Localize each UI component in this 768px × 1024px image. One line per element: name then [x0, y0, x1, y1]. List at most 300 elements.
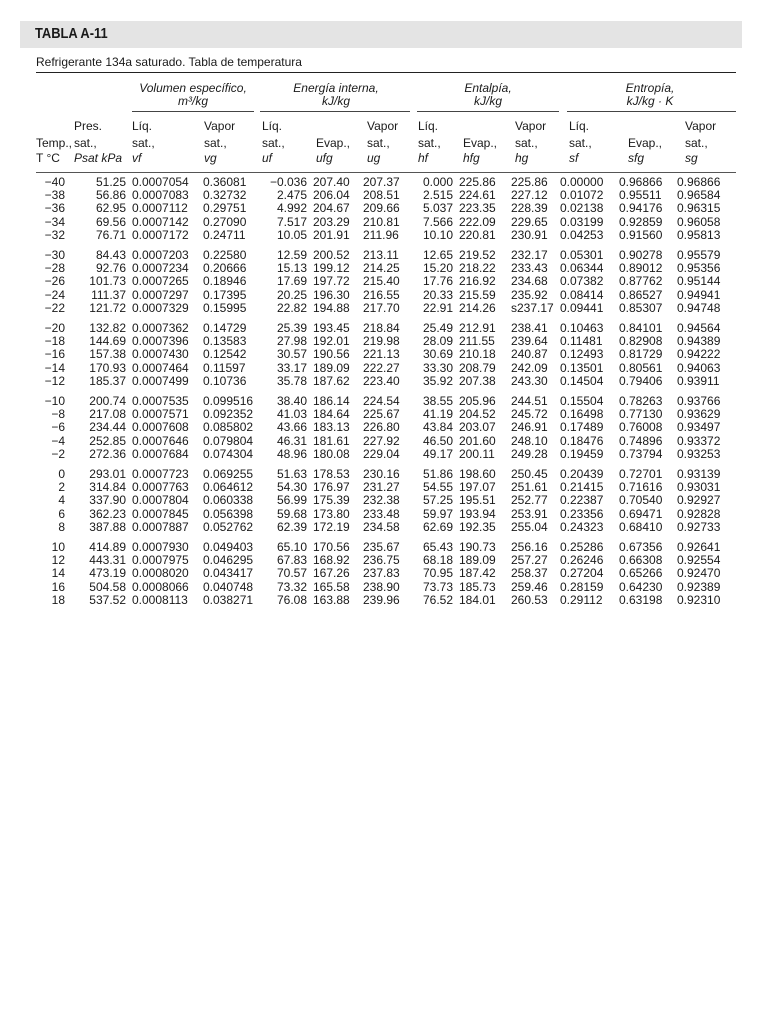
table-cell: 185.73 — [459, 579, 496, 594]
table-cell: 0.96058 — [677, 214, 721, 229]
table-cell: 0.92641 — [677, 540, 721, 555]
group-entalpia-rule — [417, 111, 559, 112]
column-header-7-line1: Vapor — [367, 119, 399, 133]
table-cell: 51.25 — [95, 175, 126, 189]
table-cell: −34 — [44, 214, 65, 229]
table-cell: 0.80561 — [619, 360, 663, 375]
table-cell: 0.89012 — [619, 261, 663, 276]
table-cell: 184.64 — [313, 407, 350, 422]
table-cell: 200.11 — [459, 446, 495, 461]
table-cell: 170.56 — [313, 540, 350, 555]
table-cell: 0.94941 — [677, 287, 721, 302]
table-cell: 0.0007083 — [132, 188, 189, 203]
table-cell: 214.26 — [459, 300, 496, 315]
table-cell: 234.44 — [89, 420, 126, 435]
column-header-2-line1: Pres. — [74, 119, 103, 133]
column-header-13-line3: sg — [685, 151, 698, 165]
table-cell: 245.72 — [511, 407, 548, 422]
table-cell: 0.0007723 — [132, 467, 189, 482]
table-cell: 170.93 — [89, 360, 126, 375]
table-cell: 10 — [51, 540, 65, 555]
table-cell: 0.81729 — [619, 347, 663, 362]
table-cell: 244.51 — [511, 394, 548, 409]
table-cell: 0.67356 — [619, 540, 663, 555]
table-cell: −4 — [51, 433, 65, 448]
table-cell: 12.65 — [422, 248, 453, 263]
table-cell: 229.04 — [363, 446, 400, 461]
table-cell: 181.61 — [313, 433, 350, 448]
table-cell: 76.71 — [95, 227, 126, 242]
column-header-4-line1: Vapor — [204, 119, 236, 133]
table-cell: 0.0007571 — [132, 407, 189, 422]
table-cell: 216.92 — [459, 274, 496, 289]
table-cell: 62.69 — [422, 519, 453, 534]
table-cell: 0.15995 — [203, 300, 247, 315]
table-cell: 204.52 — [459, 407, 496, 422]
column-header-3-line2: sat., — [132, 136, 155, 150]
table-cell: 235.67 — [363, 540, 400, 555]
table-cell: −14 — [44, 360, 65, 375]
table-cell: 194.88 — [313, 300, 350, 315]
table-row — [36, 216, 736, 229]
table-cell: 0.36081 — [203, 175, 247, 189]
table-cell: 183.13 — [313, 420, 350, 435]
column-header-6-line2: Evap., — [316, 136, 351, 150]
table-row — [36, 581, 736, 594]
table-row — [36, 435, 736, 448]
column-header-12-line3: sfg — [628, 151, 645, 165]
table-cell: −16 — [44, 347, 65, 362]
table-cell: 0.22580 — [203, 248, 247, 263]
table-cell: 68.18 — [422, 553, 453, 568]
table-cell: 0.27204 — [560, 566, 604, 581]
table-cell: 253.91 — [511, 506, 548, 521]
table-cell: 46.50 — [422, 433, 453, 448]
table-cell: 189.09 — [313, 360, 350, 375]
table-cell: 0.76008 — [619, 420, 663, 435]
table-cell: 67.83 — [276, 553, 307, 568]
table-cell: 222.09 — [459, 214, 496, 229]
table-cell: 0.18946 — [203, 274, 247, 289]
table-cell: 0.63198 — [619, 592, 663, 607]
group-volumen-line1: Volumen específico, — [139, 81, 247, 95]
table-cell: 56.99 — [276, 493, 307, 508]
table-cell: 15.20 — [422, 261, 453, 276]
table-cell: −12 — [44, 373, 65, 388]
column-header-13-line2: sat., — [685, 136, 708, 150]
column-header-8-line2: sat., — [418, 136, 441, 150]
table-cell: 212.91 — [459, 321, 496, 336]
table-cell: 54.30 — [276, 480, 307, 495]
table-cell: 225.86 — [459, 175, 496, 189]
table-cell: 0.96866 — [619, 175, 663, 189]
table-cell: 0.0007845 — [132, 506, 189, 521]
table-cell: 219.98 — [363, 334, 400, 349]
table-cell: 207.40 — [313, 175, 350, 189]
table-cell: 233.43 — [511, 261, 548, 276]
column-header-10-line3: hg — [515, 151, 529, 165]
table-cell: 101.73 — [89, 274, 126, 289]
table-cell: 8 — [58, 519, 65, 534]
column-header-3-line3: vf — [132, 151, 142, 165]
table-cell: 0.92859 — [619, 214, 663, 229]
table-cell: 0.93031 — [677, 480, 721, 495]
column-header-7-line3: ug — [367, 151, 381, 165]
table-cell: 0.85307 — [619, 300, 663, 315]
table-row — [36, 375, 736, 388]
table-cell: 231.27 — [363, 480, 400, 495]
table-cell: 41.03 — [276, 407, 307, 422]
column-header-3-line1: Líq. — [132, 119, 153, 133]
table-cell: 73.32 — [276, 579, 307, 594]
group-volumen-rule — [132, 111, 254, 112]
table-cell: 0.95511 — [619, 188, 662, 203]
table-cell: 259.46 — [511, 579, 548, 594]
table-cell: 0.056398 — [203, 506, 254, 521]
column-header-5-line1: Líq. — [262, 119, 283, 133]
table-cell: 195.51 — [459, 493, 496, 508]
table-cell: 0.26246 — [560, 553, 604, 568]
table-cell: 199.12 — [313, 261, 350, 276]
table-row — [36, 567, 736, 580]
table-cell: 30.57 — [276, 347, 307, 362]
table-cell: 0.0007234 — [132, 261, 189, 276]
table-cell: 236.75 — [363, 553, 400, 568]
table-subtitle: Refrigerante 134a saturado. Tabla de temperatura — [36, 55, 302, 69]
group-energia — [262, 82, 410, 108]
column-header-5-line3: uf — [262, 151, 273, 165]
table-cell: 187.62 — [313, 373, 350, 388]
table-cell: 12 — [51, 553, 65, 568]
table-cell: 165.58 — [313, 579, 350, 594]
table-cell: 224.54 — [363, 394, 400, 409]
table-cell: 230.91 — [511, 227, 548, 242]
table-cell: 0.65266 — [619, 566, 663, 581]
table-cell: 0.0007297 — [132, 287, 189, 302]
table-cell: 204.67 — [313, 201, 350, 216]
column-header-4-line2: sat., — [204, 136, 227, 150]
table-cell: 0.099516 — [203, 394, 254, 409]
column-header-7-line2: sat., — [367, 136, 390, 150]
table-cell: 232.38 — [363, 493, 400, 508]
table-cell: 0.94063 — [677, 360, 721, 375]
table-cell: 189.09 — [459, 553, 496, 568]
table-cell: 0.0007499 — [132, 373, 189, 388]
table-cell: 0.0007975 — [132, 553, 189, 568]
table-cell: 214.25 — [363, 261, 400, 276]
table-cell: 227.12 — [511, 188, 548, 203]
table-cell: 0.0007265 — [132, 274, 189, 289]
table-cell: 225.86 — [511, 175, 548, 189]
table-cell: 35.92 — [422, 373, 453, 388]
table-cell: 0.90278 — [619, 248, 663, 263]
table-cell: 73.73 — [422, 579, 453, 594]
table-cell: 0.03199 — [560, 214, 604, 229]
table-cell: 5.037 — [422, 201, 453, 216]
table-cell: 0.96584 — [677, 188, 721, 203]
table-cell: 14 — [51, 566, 65, 581]
table-cell: 0.13501 — [560, 360, 604, 375]
table-cell: 0.11597 — [203, 360, 246, 375]
table-row — [36, 448, 736, 461]
table-cell: 0.95144 — [677, 274, 721, 289]
table-cell: 0.049403 — [203, 540, 254, 555]
column-header-10-line1: Vapor — [515, 119, 547, 133]
table-cell: 51.86 — [422, 467, 453, 482]
table-cell: 240.87 — [511, 347, 548, 362]
table-cell: 215.59 — [459, 287, 496, 302]
table-cell: 0.038271 — [203, 592, 254, 607]
table-cell: 200.74 — [89, 394, 126, 409]
table-cell: 33.17 — [276, 360, 307, 375]
table-cell: 0.18476 — [560, 433, 604, 448]
table-cell: 0.17489 — [560, 420, 604, 435]
table-row — [36, 508, 736, 521]
table-cell: 256.16 — [511, 540, 548, 555]
table-cell: 201.60 — [459, 433, 496, 448]
table-cell: 272.36 — [89, 446, 126, 461]
table-cell: 15.13 — [276, 261, 307, 276]
table-cell: −6 — [51, 420, 65, 435]
table-cell: 0.000 — [422, 175, 453, 189]
table-cell: 43.84 — [422, 420, 453, 435]
table-cell: 211.96 — [363, 227, 399, 242]
table-row — [36, 421, 736, 434]
table-cell: 192.35 — [459, 519, 496, 534]
table-cell: −8 — [51, 407, 65, 422]
table-cell: 213.11 — [363, 248, 399, 263]
table-cell: 473.19 — [89, 566, 126, 581]
table-cell: 6 — [58, 506, 65, 521]
column-header-2-line2: sat., — [74, 136, 97, 150]
table-cell: −0.036 — [269, 175, 307, 189]
table-cell: 0.0007142 — [132, 214, 189, 229]
table-cell: 0.84101 — [619, 321, 663, 336]
table-cell: −10 — [44, 394, 65, 409]
table-cell: 0.70540 — [619, 493, 663, 508]
table-row — [36, 302, 736, 315]
table-cell: 0.15504 — [560, 394, 604, 409]
table-cell: 176.97 — [313, 480, 350, 495]
table-cell: −36 — [44, 201, 65, 216]
table-cell: 201.91 — [313, 227, 350, 242]
table-cell: 59.68 — [276, 506, 307, 521]
table-cell: 250.45 — [511, 467, 548, 482]
table-cell: 0.0007203 — [132, 248, 189, 263]
table-cell: 190.56 — [313, 347, 350, 362]
table-cell: 0.95579 — [677, 248, 721, 263]
table-cell: 175.39 — [313, 493, 350, 508]
table-cell: 184.01 — [459, 592, 496, 607]
table-cell: 2.515 — [422, 188, 453, 203]
table-cell: −2 — [51, 446, 65, 461]
table-row — [36, 362, 736, 375]
table-cell: 157.38 — [89, 347, 126, 362]
table-cell: 0.10463 — [560, 321, 604, 336]
table-cell: 180.08 — [313, 446, 350, 461]
table-cell: 56.86 — [95, 188, 126, 203]
table-cell: 314.84 — [89, 480, 126, 495]
table-cell: 28.09 — [422, 334, 453, 349]
table-cell: 228.39 — [511, 201, 548, 216]
table-cell: 20.33 — [422, 287, 453, 302]
table-cell: 7.517 — [276, 214, 307, 229]
table-cell: 0.73794 — [619, 446, 663, 461]
table-cell: 0.092352 — [203, 407, 254, 422]
table-cell: 17.76 — [422, 274, 453, 289]
table-cell: 220.81 — [459, 227, 496, 242]
table-cell: 0.043417 — [203, 566, 254, 581]
table-row — [36, 289, 736, 302]
table-cell: 0.93629 — [677, 407, 721, 422]
table-cell: 0.94222 — [677, 347, 721, 362]
table-cell: 252.85 — [89, 433, 126, 448]
table-cell: 25.49 — [422, 321, 453, 336]
table-cell: 193.45 — [313, 321, 350, 336]
table-cell: 92.76 — [95, 261, 126, 276]
table-cell: 27.98 — [276, 334, 307, 349]
table-cell: 218.84 — [363, 321, 400, 336]
table-cell: 0.32732 — [203, 188, 247, 203]
table-cell: 185.37 — [89, 373, 126, 388]
group-volumen — [134, 82, 252, 108]
table-cell: 218.22 — [459, 261, 496, 276]
table-cell: 246.91 — [511, 420, 548, 435]
column-header-2-line3: Psat kPa — [74, 151, 123, 165]
table-cell: 57.25 — [422, 493, 453, 508]
table-cell: 187.42 — [459, 566, 496, 581]
table-cell: 0.94564 — [677, 321, 721, 336]
table-cell: 0.71616 — [619, 480, 663, 495]
table-cell: 0.0007362 — [132, 321, 189, 336]
table-cell: −40 — [44, 175, 65, 189]
group-entalpia — [418, 82, 558, 108]
table-cell: 207.37 — [363, 175, 400, 189]
table-cell: 2 — [58, 480, 65, 495]
table-cell: 0.11481 — [560, 334, 603, 349]
table-cell: 443.31 — [89, 553, 126, 568]
table-cell: 0.93372 — [677, 433, 721, 448]
column-header-9-line2: Evap., — [463, 136, 498, 150]
table-cell: 186.14 — [313, 394, 350, 409]
table-cell: 223.40 — [363, 373, 400, 388]
table-cell: 0.064612 — [203, 480, 254, 495]
table-cell: 0.060338 — [203, 493, 254, 508]
table-cell: 0.01072 — [560, 188, 604, 203]
table-cell: 255.04 — [511, 519, 548, 534]
table-row — [36, 229, 736, 242]
table-cell: 0.95813 — [677, 227, 721, 242]
table-cell: 293.01 — [89, 467, 126, 482]
table-cell: 0.085802 — [203, 420, 254, 435]
table-cell: −38 — [44, 188, 65, 203]
table-cell: 0.22387 — [560, 493, 604, 508]
table-cell: 70.57 — [276, 566, 307, 581]
table-cell: 238.41 — [511, 321, 548, 336]
table-cell: 362.23 — [89, 506, 126, 521]
table-cell: 414.89 — [89, 540, 126, 555]
table-cell: 62.95 — [95, 201, 126, 216]
table-cell: 0.68410 — [619, 519, 663, 534]
table-cell: 65.43 — [422, 540, 453, 555]
table-cell: 0.0007464 — [132, 360, 189, 375]
table-cell: 0.0008020 — [132, 566, 189, 581]
table-cell: 0.96315 — [677, 201, 721, 216]
table-cell: 238.90 — [363, 579, 400, 594]
table-cell: 537.52 — [89, 592, 126, 607]
table-cell: 223.35 — [459, 201, 496, 216]
table-cell: 0.95356 — [677, 261, 721, 276]
table-cell: 0.10736 — [203, 373, 247, 388]
table-cell: 0.27090 — [203, 214, 247, 229]
group-entalpia-line1: Entalpía, — [464, 81, 512, 95]
column-header-11-line2: sat., — [569, 136, 592, 150]
table-cell: 243.30 — [511, 373, 548, 388]
table-cell: 168.92 — [313, 553, 350, 568]
table-cell: 76.08 — [276, 592, 307, 607]
table-cell: 22.91 — [422, 300, 453, 315]
table-cell: 208.51 — [363, 188, 400, 203]
table-cell: −26 — [44, 274, 65, 289]
table-cell: 0.25286 — [560, 540, 604, 555]
table-cell: 0.92554 — [677, 553, 721, 568]
table-cell: 203.07 — [459, 420, 496, 435]
column-header-12-line2: Evap., — [628, 136, 663, 150]
table-cell: 225.67 — [363, 407, 400, 422]
table-cell: 0.0007535 — [132, 394, 189, 409]
table-row — [36, 202, 736, 215]
table-cell: 54.55 — [422, 480, 453, 495]
table-cell: 163.88 — [313, 592, 350, 607]
column-header-11-line1: Líq. — [569, 119, 590, 133]
table-cell: 248.10 — [511, 433, 548, 448]
table-row — [36, 275, 736, 288]
table-cell: 230.16 — [363, 467, 400, 482]
table-cell: 20.25 — [276, 287, 307, 302]
table-cell: 0.91560 — [619, 227, 663, 242]
table-cell: 43.66 — [276, 420, 307, 435]
table-cell: 200.52 — [313, 248, 350, 263]
table-cell: 0.046295 — [203, 553, 254, 568]
group-energia-rule — [260, 111, 410, 112]
column-header-10-line2: sat., — [515, 136, 538, 150]
table-cell: 0.0008113 — [132, 592, 188, 607]
table-cell: 193.94 — [459, 506, 496, 521]
table-cell: 17.69 — [276, 274, 307, 289]
table-cell: 0.77130 — [619, 407, 663, 422]
table-cell: 121.72 — [89, 300, 126, 315]
column-header-5-line2: sat., — [262, 136, 285, 150]
column-header-1-line3: T °C — [36, 151, 60, 165]
table-cell: 0.07382 — [560, 274, 604, 289]
table-cell: 205.96 — [459, 394, 496, 409]
table-cell: 0.66308 — [619, 553, 663, 568]
table-cell: 46.31 — [276, 433, 307, 448]
table-cell: 0.12542 — [203, 347, 247, 362]
table-cell: 0.86527 — [619, 287, 663, 302]
table-cell: 0.21415 — [560, 480, 604, 495]
data-table — [36, 176, 736, 607]
table-cell: 0.14729 — [203, 321, 247, 336]
table-cell: 0.0007887 — [132, 519, 189, 534]
table-cell: 0.23356 — [560, 506, 604, 521]
table-cell: 232.17 — [511, 248, 548, 263]
table-cell: 12.59 — [276, 248, 307, 263]
table-cell: 0.74896 — [619, 433, 663, 448]
table-cell: 226.80 — [363, 420, 400, 435]
table-cell: 215.40 — [363, 274, 400, 289]
table-cell: 0.24323 — [560, 519, 604, 534]
